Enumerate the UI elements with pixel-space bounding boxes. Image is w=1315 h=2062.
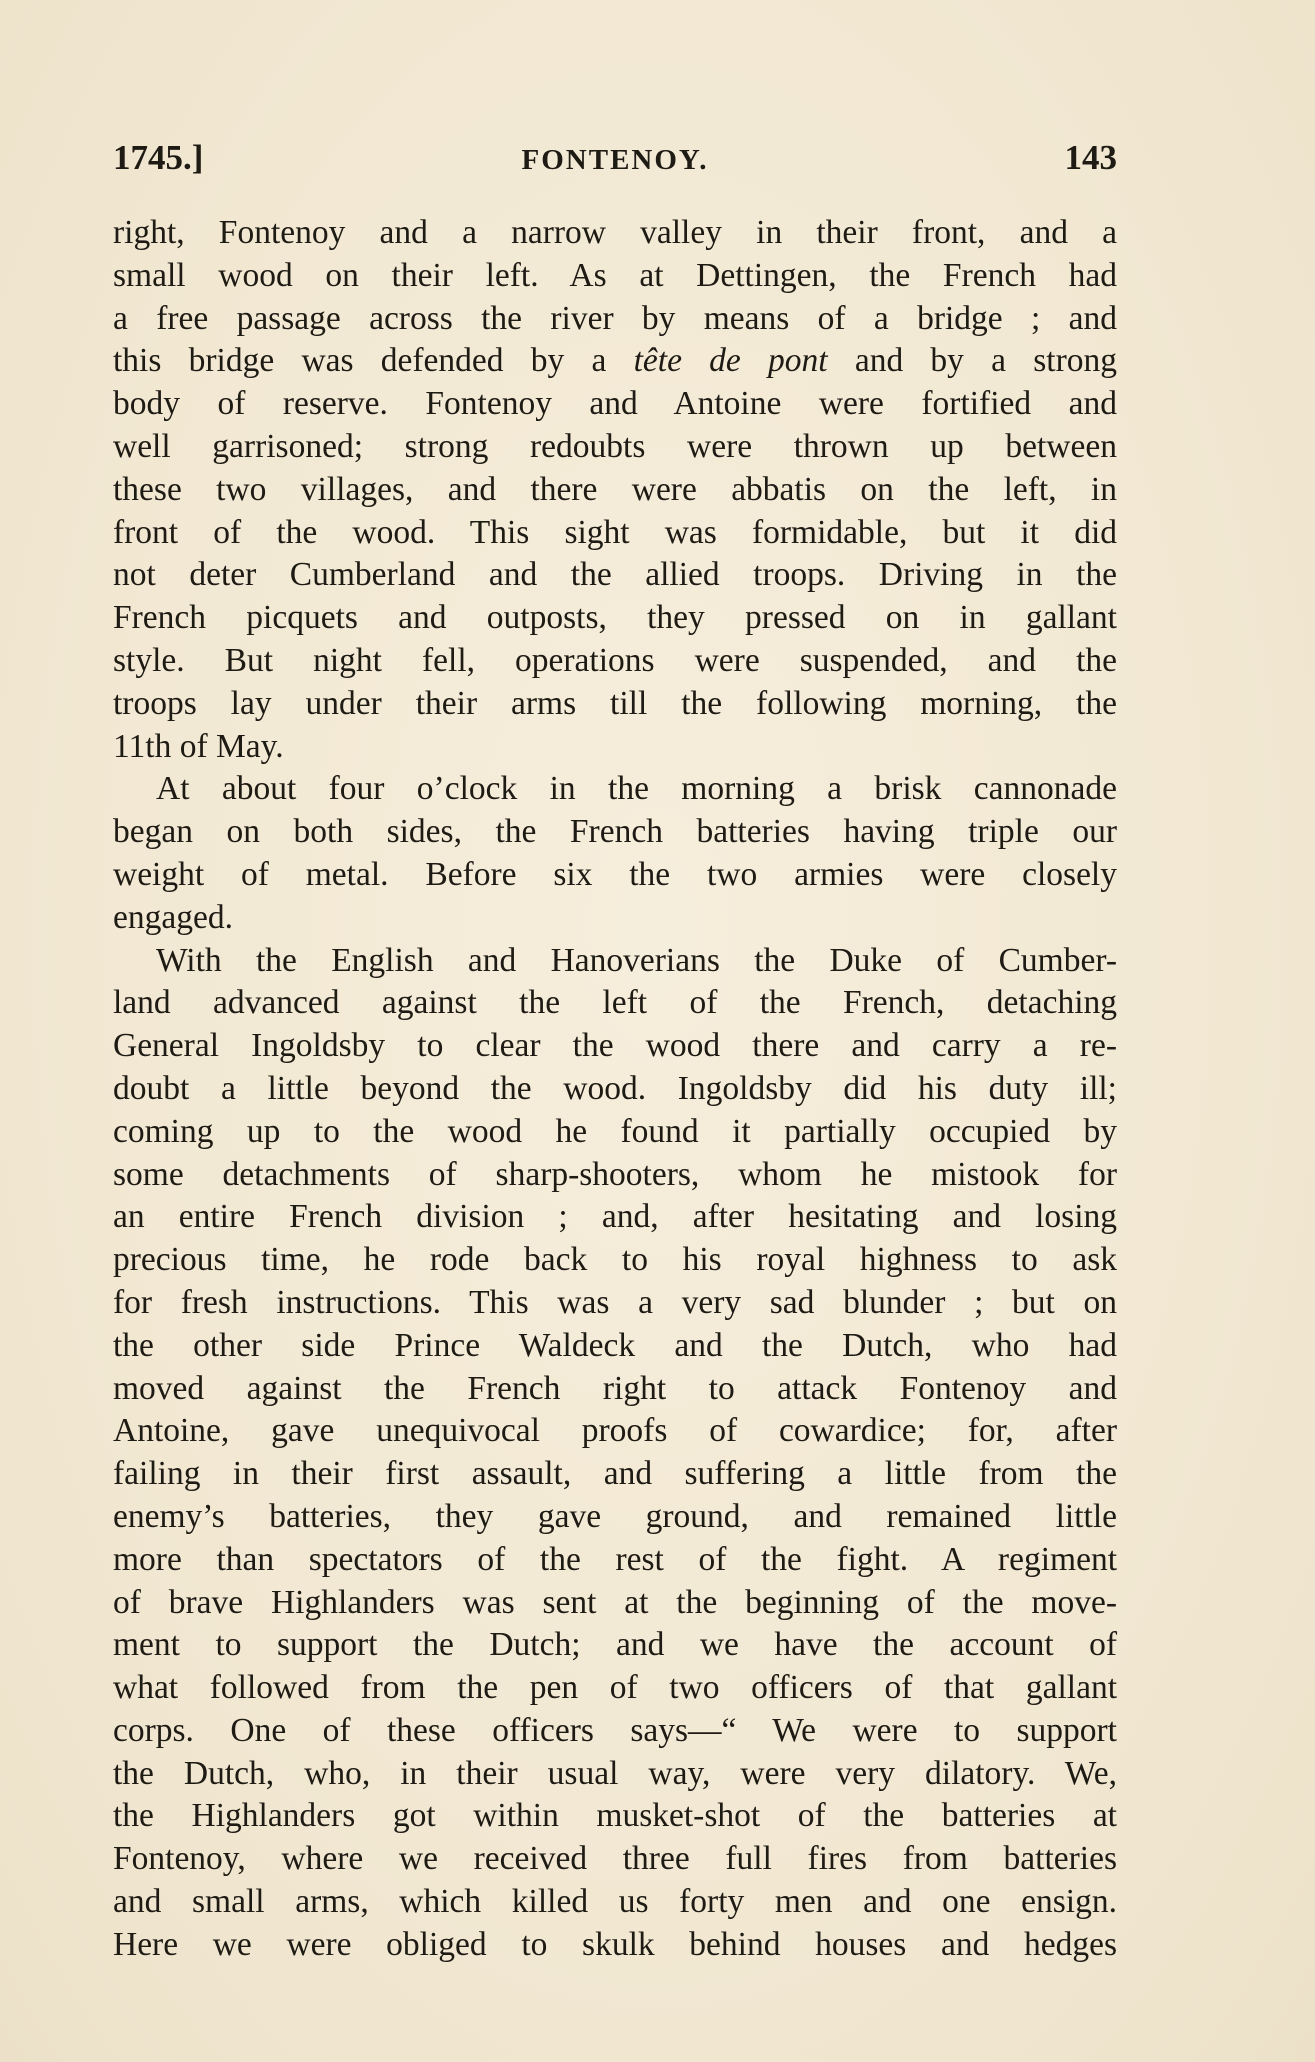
header-title: FONTENOY. <box>521 144 709 176</box>
text-line: engaged. <box>113 898 233 936</box>
text-line: right, Fontenoy and a narrow valley in their front, and a <box>113 214 1117 251</box>
text-line: General Ingoldsby to clear the wood there and carry a re- <box>113 1027 1117 1065</box>
text-line <box>113 340 1117 383</box>
text-line: for fresh instructions. This was a very sad blunder ; but on <box>113 1283 1117 1321</box>
text-line: At about four o’clock in the morning a brisk cannonade <box>156 770 1117 808</box>
text-line: 11th of May. <box>113 727 284 765</box>
italic-phrase: tête de pont <box>633 342 828 380</box>
text-line: failing in their first assault, and suffering a little from the <box>113 1455 1117 1493</box>
text-segment: and by a strong <box>827 342 1117 380</box>
text-line: body of reserve. Fontenoy and Antoine were fortified and <box>113 385 1117 423</box>
text-line: the Highlanders got within musket-shot of the batteries at <box>113 1797 1117 1835</box>
text-line: style. But night fell, operations were suspended, and the <box>113 641 1117 679</box>
text-line: ment to support the Dutch; and we have the account of <box>113 1626 1117 1664</box>
text-line: more than spectators of the rest of the fight. A regiment <box>113 1540 1117 1578</box>
text-line: small wood on their left. As at Dettingen, the French had <box>113 256 1117 294</box>
text-line: precious time, he rode back to his royal highness to ask <box>113 1241 1117 1279</box>
text-line: these two villages, and there were abbatis on the left, in <box>113 470 1117 508</box>
text-line: coming up to the wood he found it partially occupied by <box>113 1112 1117 1150</box>
text-line: enemy’s batteries, they gave ground, and remained little <box>113 1497 1117 1535</box>
body-text <box>113 212 1117 1967</box>
text-line: some detachments of sharp-shooters, whom he mistook for <box>113 1155 1117 1193</box>
text-line: and small arms, which killed us forty men and one ensign. <box>113 1883 1117 1921</box>
text-line: front of the wood. This sight was formidable, but it did <box>113 513 1117 551</box>
text-line: of brave Highlanders was sent at the beginning of the move- <box>113 1583 1117 1621</box>
text-line: a free passage across the river by means of a bridge ; and <box>113 299 1117 337</box>
text-line: doubt a little beyond the wood. Ingoldsby did his duty ill; <box>113 1069 1117 1107</box>
text-line: moved against the French right to attack Fontenoy and <box>113 1369 1117 1407</box>
header-year: 1745.] <box>113 138 204 177</box>
page-number: 143 <box>1064 138 1117 177</box>
text-line: land advanced against the left of the French, detaching <box>113 984 1117 1022</box>
text-line: troops lay under their arms till the following morning, the <box>113 684 1117 722</box>
text-line: what followed from the pen of two officers of that gallant <box>113 1669 1117 1707</box>
text-line: well garrisoned; strong redoubts were thrown up between <box>113 427 1117 465</box>
running-header <box>113 136 1117 180</box>
text-segment: this bridge was defended by a <box>113 342 634 380</box>
text-line: an entire French division ; and, after hesitating and losing <box>113 1198 1117 1236</box>
text-line: not deter Cumberland and the allied troops. Driving in the <box>113 556 1117 594</box>
text-line: With the English and Hanoverians the Duke of Cumber- <box>156 941 1117 979</box>
text-line: Antoine, gave unequivocal proofs of cowardice; for, after <box>113 1412 1117 1450</box>
text-line: Here we were obliged to skulk behind houses and hedges <box>113 1925 1117 1963</box>
text-line: the Dutch, who, in their usual way, were very dilatory. We, <box>113 1754 1117 1792</box>
text-line: French picquets and outposts, they pressed on in gallant <box>113 599 1117 637</box>
text-line: began on both sides, the French batteries having triple our <box>113 813 1117 851</box>
text-line: the other side Prince Waldeck and the Dutch, who had <box>113 1326 1117 1364</box>
text-line: weight of metal. Before six the two armies were closely <box>113 855 1117 893</box>
text-line: corps. One of these officers says—“ We were to support <box>113 1711 1117 1749</box>
text-line: Fontenoy, where we received three full fires from batteries <box>113 1840 1117 1878</box>
